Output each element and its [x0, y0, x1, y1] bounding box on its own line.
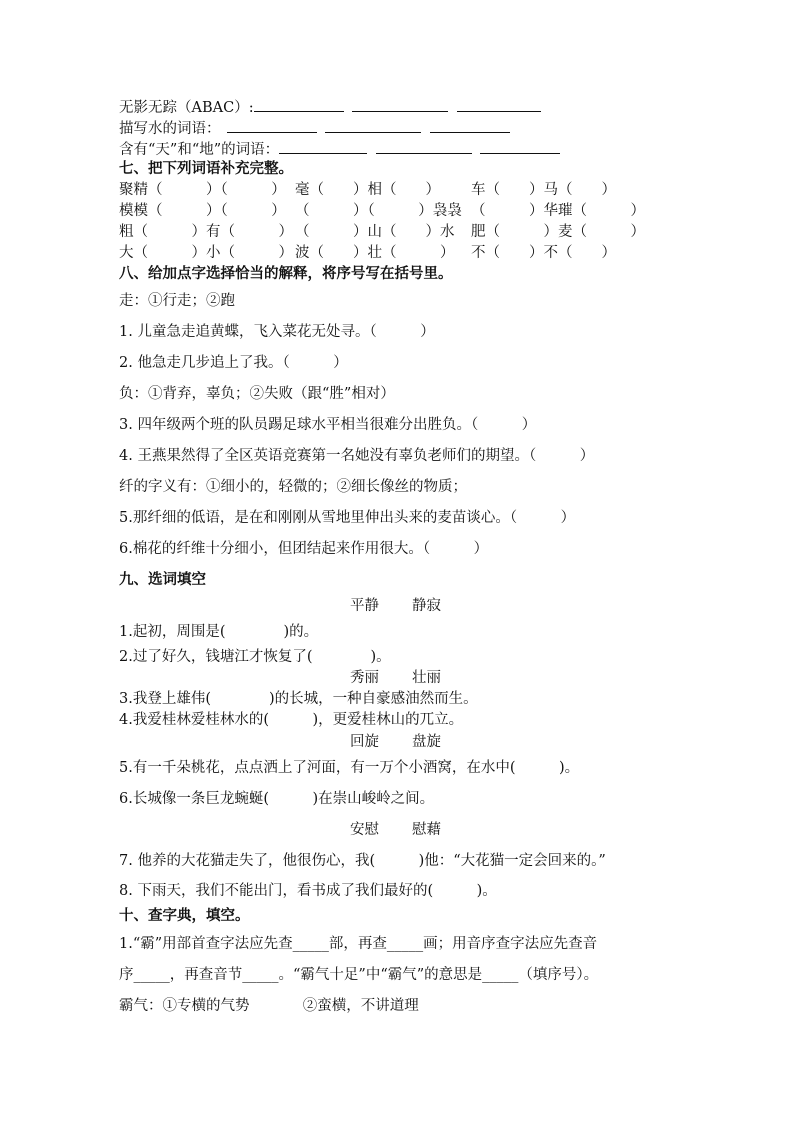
- word-item: 大（ ）小（ ）: [119, 245, 293, 261]
- word-item: 聚精（ ）（ ）: [119, 182, 286, 198]
- word-choice: 回旋: [350, 734, 379, 750]
- question-line: 8. 下雨天，我们不能出门，看书成了我们最好的( )。: [119, 883, 497, 899]
- question-line: 6.长城像一条巨龙蜿蜒( )在崇山峻岭之间。: [119, 791, 435, 807]
- answer-blank[interactable]: [352, 99, 448, 112]
- meaning-option: ②蛮横，不讲道理: [302, 998, 419, 1014]
- sky-earth-words-line: [119, 141, 560, 158]
- word-item: 毫（ ）相（ ）: [295, 182, 440, 198]
- question-line: 1.“霸”用部首查字法应先查_____部，再查_____画；用音序查字法应先查音: [119, 936, 598, 952]
- question-line: 序_____，再查音节_____。“霸气十足”中“霸气”的意思是_____（填序号）。: [119, 967, 599, 983]
- question-line: 2. 他急走几步追上了我。（ ）: [119, 355, 348, 371]
- question-line: 5.有一千朵桃花，点点洒上了河面，有一万个小酒窝，在水中( )。: [119, 760, 580, 776]
- meaning-options: 负：①背弃，辜负；②失败（跟“胜”相对）: [119, 386, 395, 402]
- question-line: 4. 王燕果然得了全区英语竞赛第一名她没有辜负老师们的期望。（ ）: [119, 448, 595, 464]
- water-words-label: 描写水的词语：: [119, 121, 221, 137]
- question-line: 4.我爱桂林爱桂林水的( )，更爱桂林山的兀立。: [119, 712, 464, 728]
- word-choice: 盘旋: [412, 734, 441, 750]
- word-choice: 壮丽: [412, 670, 441, 686]
- water-words-line: [119, 120, 510, 137]
- word-item: 车（ ）马（ ）: [471, 182, 616, 198]
- word-choice: 静寂: [412, 598, 441, 614]
- word-item: 波（ ）壮（ ）: [295, 245, 455, 261]
- word-choice: 慰藉: [412, 822, 441, 838]
- answer-blank[interactable]: [279, 141, 367, 154]
- answer-blank[interactable]: [325, 120, 421, 133]
- question-line: 3.我登上雄伟( )的长城，一种自豪感油然而生。: [119, 691, 478, 707]
- question-line: 3. 四年级两个班的队员踢足球水平相当很难分出胜负。（ ）: [119, 417, 537, 433]
- section-8-title: 八、给加点字选择恰当的解释，将序号写在括号里。: [119, 265, 453, 282]
- word-item: （ ）（ ）袅袅: [295, 203, 462, 219]
- question-line: 7. 他养的大花猫走失了，他很伤心，我( )他：“大花猫一定会回来的。”: [119, 853, 606, 869]
- answer-blank[interactable]: [254, 99, 344, 112]
- word-item: 不（ ）不（ ）: [471, 245, 616, 261]
- meaning-options: 纤的字义有：①细小的，轻微的；②细长像丝的物质；: [119, 479, 467, 495]
- question-line: 6.棉花的纤维十分细小，但团结起来作用很大。（ ）: [119, 541, 489, 557]
- question-line: 1. 儿童急走追黄蝶，飞入菜花无处寻。（ ）: [119, 324, 435, 340]
- word-choice: 秀丽: [350, 670, 379, 686]
- word-item: 模模（ ）（ ）: [119, 203, 286, 219]
- meaning-option: 霸气：①专横的气势: [119, 998, 250, 1014]
- answer-blank[interactable]: [480, 141, 560, 154]
- word-item: （ ）山（ ）水: [295, 224, 455, 240]
- answer-blank[interactable]: [376, 141, 472, 154]
- meaning-options: [119, 999, 419, 1014]
- section-7-title: 七、把下列词语补充完整。: [119, 160, 293, 177]
- abac-label: 无影无踪（ABAC）:: [119, 100, 254, 116]
- word-choice: 安慰: [350, 822, 379, 838]
- word-item: 肥（ ）麦（ ）: [471, 224, 645, 240]
- word-item: （ ）华璀（ ）: [471, 203, 645, 219]
- section-9-title: 九、选词填空: [119, 571, 206, 588]
- answer-blank[interactable]: [430, 120, 510, 133]
- answer-blank[interactable]: [227, 120, 317, 133]
- sky-earth-label: 含有“天”和“地”的词语：: [119, 142, 280, 158]
- question-line: 5.那纤细的低语，是在和刚刚从雪地里伸出头来的麦苗谈心。（ ）: [119, 510, 576, 526]
- meaning-options: 走：①行走；②跑: [119, 293, 235, 309]
- answer-blank[interactable]: [457, 99, 541, 112]
- word-item: 粗（ ）有（ ）: [119, 224, 293, 240]
- word-choice: 平静: [350, 598, 379, 614]
- section-10-title: 十、查字典，填空。: [119, 907, 250, 924]
- question-line: 2.过了好久，钱塘江才恢复了( )。: [119, 649, 391, 665]
- abac-line: [119, 99, 541, 116]
- question-line: 1.起初，周围是( )的。: [119, 624, 319, 640]
